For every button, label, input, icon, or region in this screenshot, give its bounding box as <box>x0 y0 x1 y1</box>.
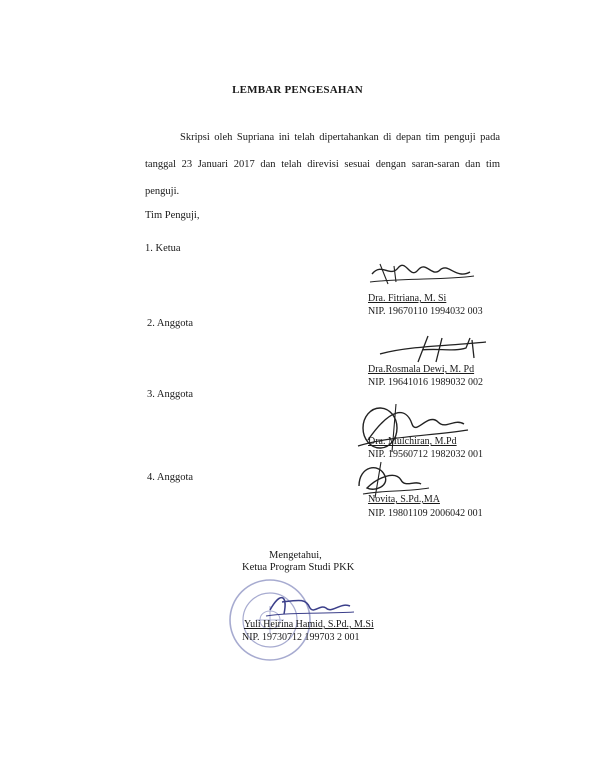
approval-position: Ketua Program Studi PKK <box>242 562 355 573</box>
page-title: LEMBAR PENGESAHAN <box>232 84 363 96</box>
examiner-4-role: 4. Anggota <box>147 472 194 483</box>
examiner-4-name: Novita, S.Pd.,MA <box>368 494 440 505</box>
paragraph-line-2: tanggal 23 Januari 2017 dan telah direvisi sesuai dengan saran-saran dan tim <box>145 159 500 170</box>
examiner-2-role: 2. Anggota <box>147 318 194 329</box>
approval-nip: NIP. 19730712 199703 2 001 <box>242 632 360 643</box>
examiner-3-nip: NIP. 19560712 1982032 001 <box>368 449 484 460</box>
examiner-3-name: Dra. Mulchiran, M.Pd <box>368 436 457 447</box>
signature-icon <box>378 332 490 366</box>
examiner-2-nip: NIP. 19641016 1989032 002 <box>368 377 484 388</box>
team-label: Tim Penguji, <box>145 210 200 221</box>
examiner-4-nip: NIP. 19801109 2006042 001 <box>368 508 483 519</box>
approval-paragraph <box>145 124 500 205</box>
signature-icon <box>366 258 476 290</box>
examiner-1-role: 1. Ketua <box>145 243 181 254</box>
paragraph-line-1: Skripsi oleh Supriana ini telah dipertahankan di depan tim penguji pada <box>180 132 500 143</box>
examiner-3-role: 3. Anggota <box>147 389 194 400</box>
examiner-2-name: Dra.Rosmala Dewi, M. Pd <box>368 364 475 375</box>
examiner-1-nip: NIP. 19670110 1994032 003 <box>368 306 483 317</box>
approval-name: Yuli Heirina Hamid, S.Pd., M.Si <box>244 619 374 630</box>
approval-label: Mengetahui, <box>269 550 322 561</box>
paragraph-line-3: penguji. <box>145 186 180 197</box>
examiner-1-name: Dra. Fitriana, M. Si <box>368 293 447 304</box>
signature-icon <box>262 588 357 620</box>
